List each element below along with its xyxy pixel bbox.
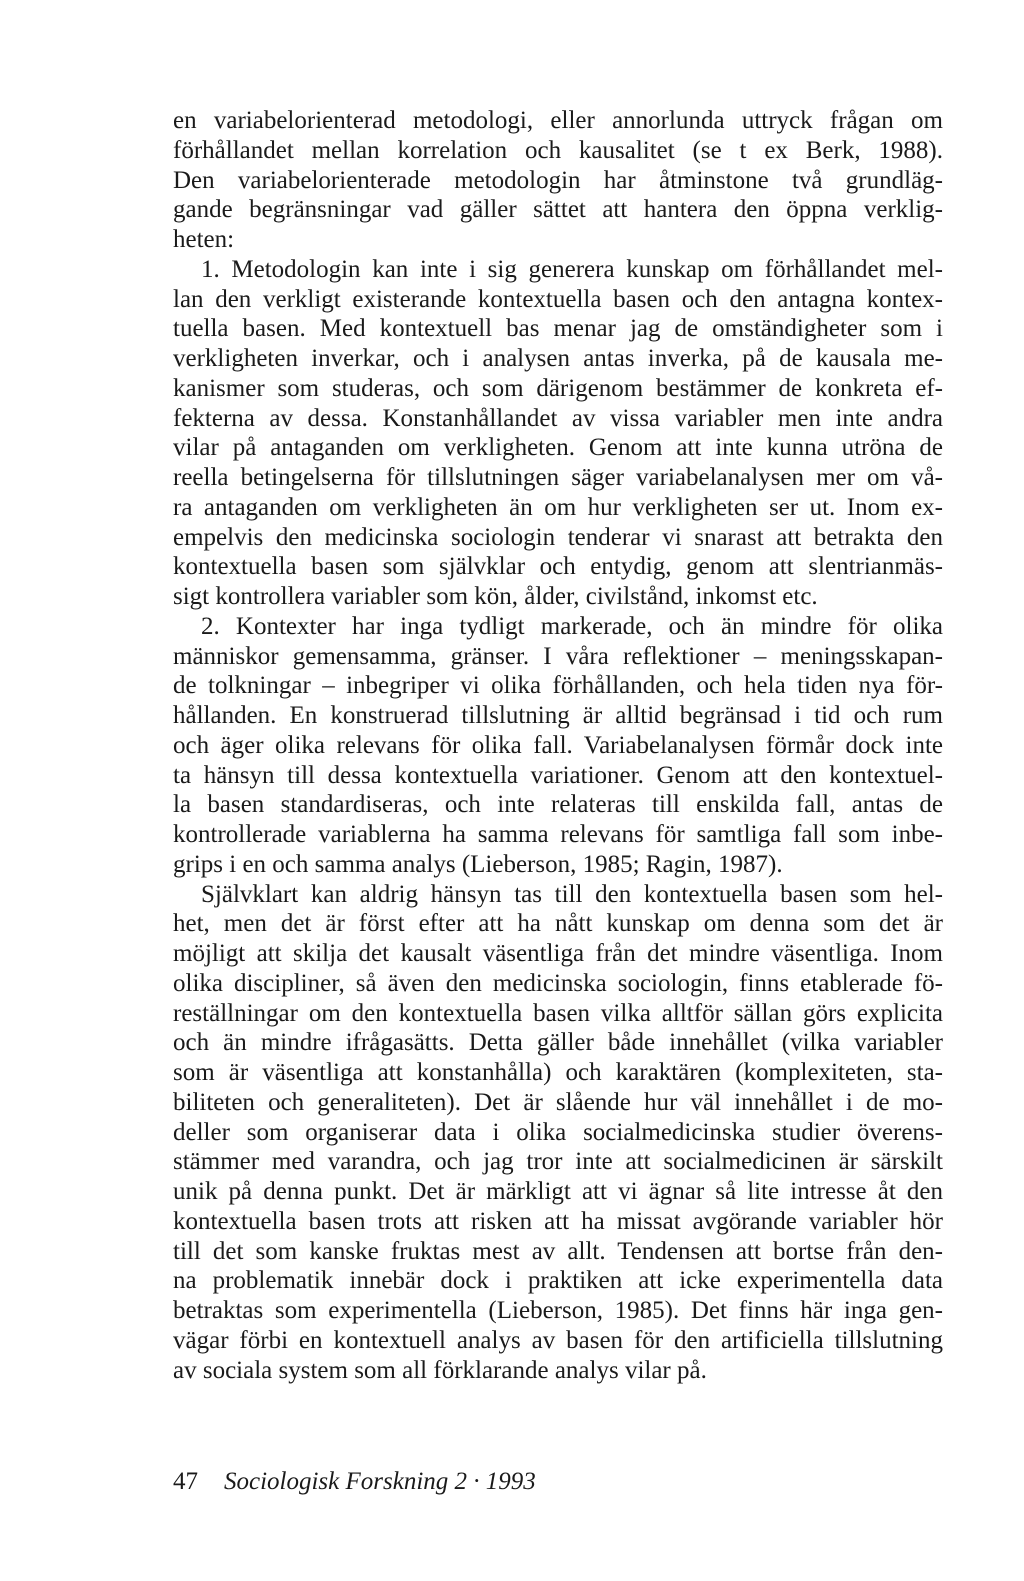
text-line: het, men det är först efter att ha nått kunskap om denna som det är xyxy=(173,910,943,938)
text-line: ta hänsyn till dessa kontextuella variationer. Genom att den kontextuel- xyxy=(173,761,943,789)
text-line: la basen standardiseras, och inte relateras till enskilda fall, antas de xyxy=(173,791,943,819)
text-line: kontextuella basen trots att risken att ha missat avgörande variabler hör xyxy=(173,1207,943,1235)
text-line: vägar förbi en kontextuell analys av basen för den artificiella tillslutning xyxy=(173,1326,943,1354)
text-line: Självklart kan aldrig hänsyn tas till den kontextuella basen som hel- xyxy=(201,880,943,908)
journal-title: Sociologisk Forskning 2 · 1993 xyxy=(224,1468,536,1495)
text-line: reställningar om den kontextuella basen vilka alltför sällan görs explicita xyxy=(173,999,943,1027)
text-line: kanismer som studeras, och som därigenom bestämmer de konkreta ef- xyxy=(173,374,943,402)
text-line: människor gemensamma, gränser. I våra reflektioner – meningsskapan- xyxy=(173,642,943,670)
text-line: verkligheten inverkar, och i analysen antas inverka, på de kausala me- xyxy=(173,345,943,372)
text-line: vilar på antaganden om verkligheten. Genom att inte kunna utröna de xyxy=(173,434,943,462)
page-number: 47 xyxy=(173,1468,198,1495)
text-line: olika discipliner, så även den medicinska sociologin, finns etablerade fö- xyxy=(173,969,943,997)
text-line: hållanden. En konstruerad tillslutning är alltid begränsad i tid och rum xyxy=(173,702,943,729)
text-line: kontrollerade variablerna ha samma relevans för samtliga fall som inbe- xyxy=(173,821,943,848)
text-line: betraktas som experimentella (Lieberson, 1985). Det finns här inga gen- xyxy=(173,1297,943,1324)
text-line: möjligt att skilja det kausalt väsentliga från det mindre väsentliga. Inom xyxy=(173,940,943,967)
text-line: heten: xyxy=(173,226,235,253)
text-line: unik på denna punkt. Det är märkligt att vi ägnar så lite intresse åt den xyxy=(173,1178,943,1205)
text-line: fekterna av dessa. Konstanhållandet av vissa variabler men inte andra xyxy=(173,404,943,432)
text-line: biliteten och generaliteten). Det är slående hur väl innehållet i de mo- xyxy=(173,1088,943,1116)
text-line: och än mindre ifrågasätts. Detta gäller både innehållet (vilka variabler xyxy=(173,1029,943,1057)
page-footer xyxy=(173,1467,536,1497)
text-line: som är väsentliga att konstanhålla) och karaktären (komplexiteten, sta- xyxy=(173,1059,943,1086)
text-line: empelvis den medicinska sociologin tenderar vi snarast att betrakta den xyxy=(173,523,943,551)
text-line: Den variabelorienterade metodologin har åtminstone två grundläg- xyxy=(173,166,943,194)
text-line: gande begränsningar vad gäller sättet att hantera den öppna verklig- xyxy=(173,196,943,224)
text-line: 2. Kontexter har inga tydligt markerade, och än mindre för olika xyxy=(201,612,943,640)
text-line: grips i en och samma analys (Lieberson, 1985; Ragin, 1987). xyxy=(173,850,783,878)
text-line: na problematik innebär dock i praktiken att icke experimentella data xyxy=(173,1267,943,1295)
text-line: ra antaganden om verkligheten än om hur verkligheten ser ut. Inom ex- xyxy=(173,493,943,521)
body-text xyxy=(173,106,943,1385)
text-line: av sociala system som all förklarande analys vilar på. xyxy=(173,1356,707,1384)
text-line: sigt kontrollera variabler som kön, ålder, civilstånd, inkomst etc. xyxy=(173,583,818,610)
text-line: lan den verkligt existerande kontextuella basen och den antagna kontex- xyxy=(173,285,943,313)
text-line: de tolkningar – inbegriper vi olika förhållanden, och hela tiden nya för- xyxy=(173,672,943,700)
text-line: reella betingelserna för tillslutningen säger variabelanalysen mer om vå- xyxy=(173,464,943,491)
text-line: stämmer med varandra, och jag tror inte att socialmedicinen är särskilt xyxy=(173,1148,943,1176)
text-line: en variabelorienterad metodologi, eller annorlunda uttryck frågan om xyxy=(173,107,943,134)
text-line: 1. Metodologin kan inte i sig generera kunskap om förhållandet mel- xyxy=(201,255,943,283)
text-line: förhållandet mellan korrelation och kausalitet (se t ex Berk, 1988). xyxy=(173,136,943,164)
text-line: deller som organiserar data i olika socialmedicinska studier överens- xyxy=(173,1118,943,1146)
text-line: och äger olika relevans för olika fall. Variabelanalysen förmår dock inte xyxy=(173,731,943,759)
text-line: till det som kanske fruktas mest av allt. Tendensen att bortse från den- xyxy=(173,1237,943,1265)
text-line: tuella basen. Med kontextuell bas menar jag de omständigheter som i xyxy=(173,315,943,343)
text-line: kontextuella basen som självklar och entydig, genom att slentrianmäs- xyxy=(173,553,943,581)
